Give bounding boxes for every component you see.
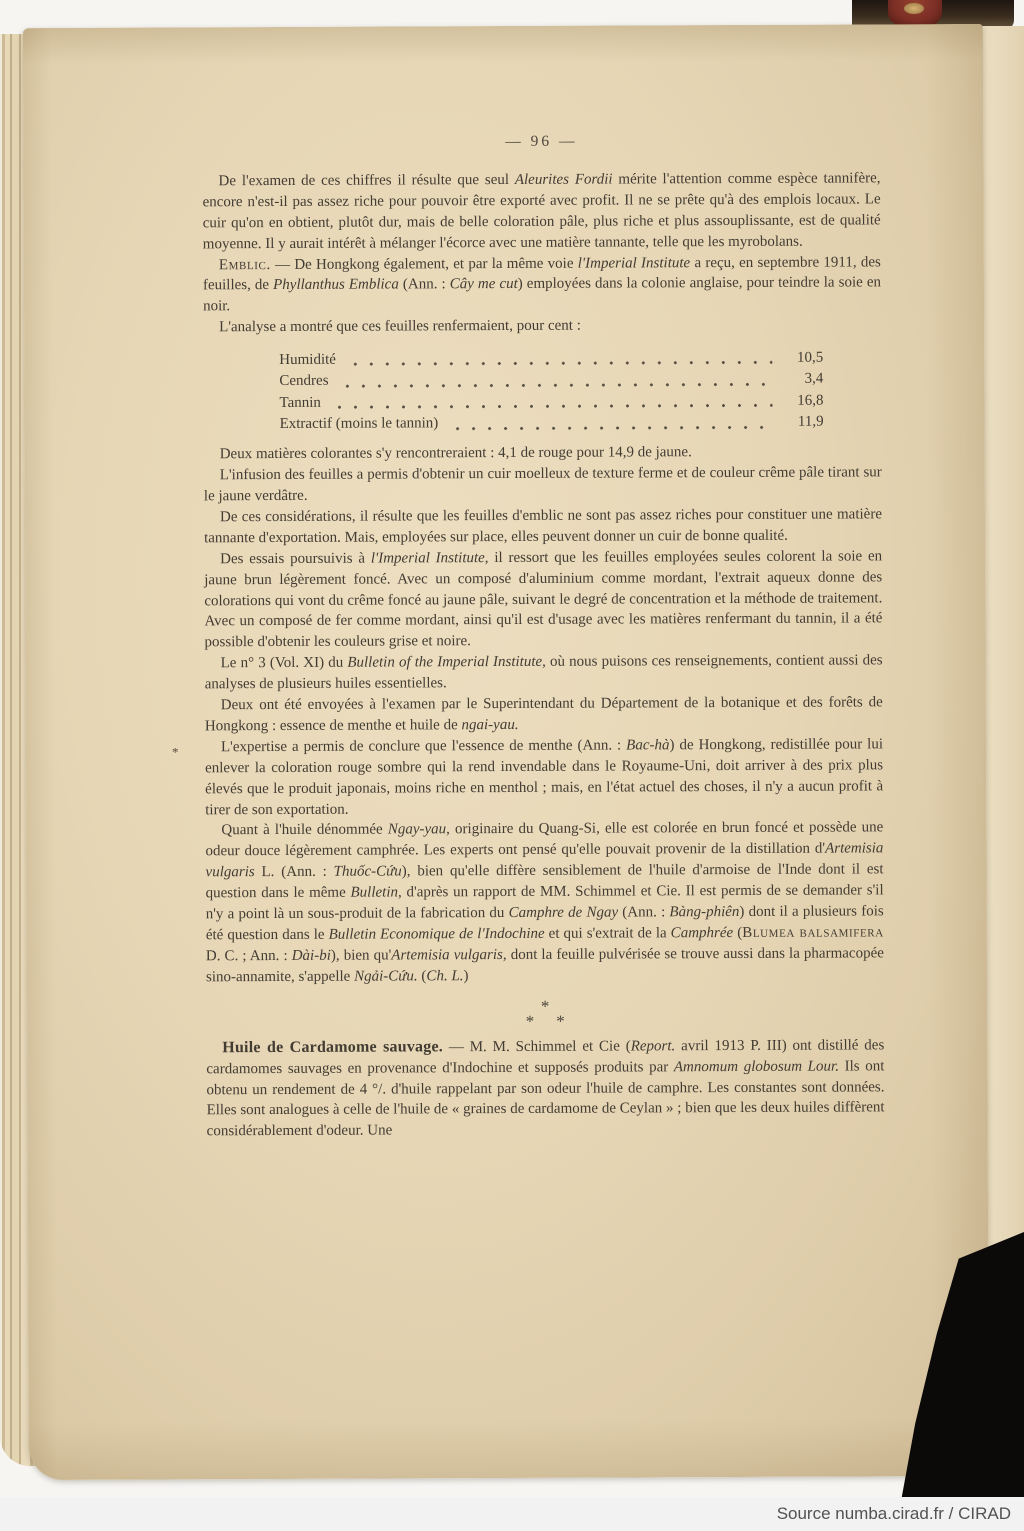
paragraph: L'expertise a permis de conclure que l'essence de menthe (Ann. : Bac-hà) de Hongkong, redistillée pour lui enlever la coloration rouge sombre qui la rend invendable dans le Royaume-Uni, doit arriver à des prix plus élevés que le produit japonais, moins riche en menthol ; mais, en l'état actuel des choses, il n'y a aucun profit à tirer de son exportation. [205,736,884,818]
analysis-table-row [279,390,823,414]
analysis-value: 3,4 [804,370,824,387]
page-number: — 96 — [505,132,578,150]
separator-star-row [206,1013,884,1032]
paragraph: Emblic. — De Hongkong également, et par la même voie l'Imperial Institute a reçu, en septembre 1911, des feuilles, de Phyllanthus Emblica (Ann. : Cây me cut) employées dans la colonie anglaise, pour teindre la soie en noir. [202,253,882,315]
analysis-label: Humidité [279,351,336,368]
separator-star: * [540,996,550,1016]
analysis-table-row [279,368,823,392]
paragraph: Deux ont été envoyées à l'examen par le Superintendant du Département de la botanique et des forêts de Hongkong : essence de menthe et huile de ngai-yau. [204,694,883,735]
source-attribution-text: Source numba.cirad.fr / CIRAD [776,1504,1011,1523]
separator-star: * [525,1011,535,1031]
analysis-label: Tannin [279,394,321,411]
binding-speck [904,3,924,14]
analysis-label: Extractif (moins le tannin) [279,415,439,433]
paragraph: Huile de Cardamome sauvage. — M. M. Schimmel et Cie (Report. avril 1913 P. III) ont distillé des cardamomes sauvages en provenance d'Indochine et supposés produits par Amnomum globosum Lour. Ils ont obtenu un rendement de 4 °/. d'huile rappelant par son odeur l'huile de camphre. Les constantes sont données. Elles sont analogues à celle de l'huile de « graines de cardamome de Ceylan » ; bien que les deux huiles diffèrent considérablement d'odeur. Une [206,1037,885,1140]
analysis-label: Cendres [279,373,329,390]
source-attribution-bar [0,1497,1024,1531]
analysis-table [279,347,823,435]
analysis-value: 10,5 [796,349,824,366]
paragraph: Des essais poursuivis à l'Imperial Institute, il ressort que les feuilles employées seules colorent la soie en jaune brun légèrement foncé. Avec un composé d'aluminium comme mordant, l'extrait aqueux donne des colorations qui vont du crême foncé au jaune pâle, suivant le degré de concentration et la méthode de traitement. Avec un composé de fer comme mordant, ainsi qu'il est d'usage avec les matières renfermant du tannin, il a été possible d'obtenir les couleurs grise et noire. [204,548,883,651]
paragraph: L'infusion des feuilles a permis d'obtenir un cuir moelleux de texture ferme et de couleur crême pâle tirant sur le jaune verdâtre. [203,464,882,505]
paragraph: Quant à l'huile dénommée Ngay-yau, originaire du Quang-Si, elle est colorée en brun foncé et possède une odeur douce légèrement camphrée. Les experts ont pensé qu'elle pouvait provenir de la distillation d'Artemisia vulgaris L. (Ann. : Thuốc-Cứu), bien qu'elle diffère sensiblement de l'huile d'armoise de l'Inde dont il est question dans le même Bulletin, d'après un rapport de MM. Schimmel et Cie. Il est permis de se demander s'il n'y a point là un sous-produit de la fabrication du Camphre de Ngay (Ann. : Bàng-phiên) dont il a plusieurs fois été question dans le Bulletin Economique de l'Indochine et qui s'extrait de la Camphrée (Blumea balsamifera D. C. ; Ann. : Dài-bi), bien qu'Artemisia vulgaris, dont la feuille pulvérisée se trouve aussi dans la pharmacopée sino-annamite, s'appelle Ngải-Cứu. (Ch. L.) [205,819,884,986]
separator-star: * [556,1011,565,1031]
dot-leader [338,375,773,390]
margin-asterisk-mark: * [171,744,179,760]
dot-leader [330,396,773,411]
paragraph: Deux matières colorantes s'y rencontreraient : 4,1 de rouge pour 14,9 de jaune. [219,444,692,463]
analysis-table-row [279,347,823,371]
section-separator-stars [206,996,884,1032]
analysis-table-row [280,411,824,435]
analysis-value: 11,9 [797,413,824,430]
book-page [23,24,989,1480]
paragraph: De l'examen de ces chiffres il résulte que seul Aleurites Fordii mérite l'attention comme espèce tannifère, encore n'est-il pas assez riche pour pouvoir être exporté avec profit. Il ne se prête qu'à des emplois locaux. Le cuir qu'on en obtient, plutôt dur, mais de belle coloration pâle, plus riche et plus assouplissante, est de qualité moyenne. Il y aurait intérêt à mélanger l'écorce avec une matière tannante, telle que les myrobolans. [202,170,881,252]
analysis-value: 16,8 [797,392,824,409]
body-blocks [202,168,884,1142]
page-text-block [202,130,884,1142]
dot-leader [345,353,772,368]
paragraph: L'analyse a montré que ces feuilles renfermaient, pour cent : [219,317,581,336]
paragraph: De ces considérations, il résulte que les feuilles d'emblic ne sont pas assez riches pour constituer une matière tannante d'exportation. Mais, employées sur place, elles peuvent donner un cuir de bonne qualité. [204,506,883,547]
paragraph: Le n° 3 (Vol. XI) du Bulletin of the Imperial Institute, où nous puisons ces renseignements, contient aussi des analyses de plusieurs huiles essentielles. [204,652,883,693]
dot-leader [447,418,772,432]
